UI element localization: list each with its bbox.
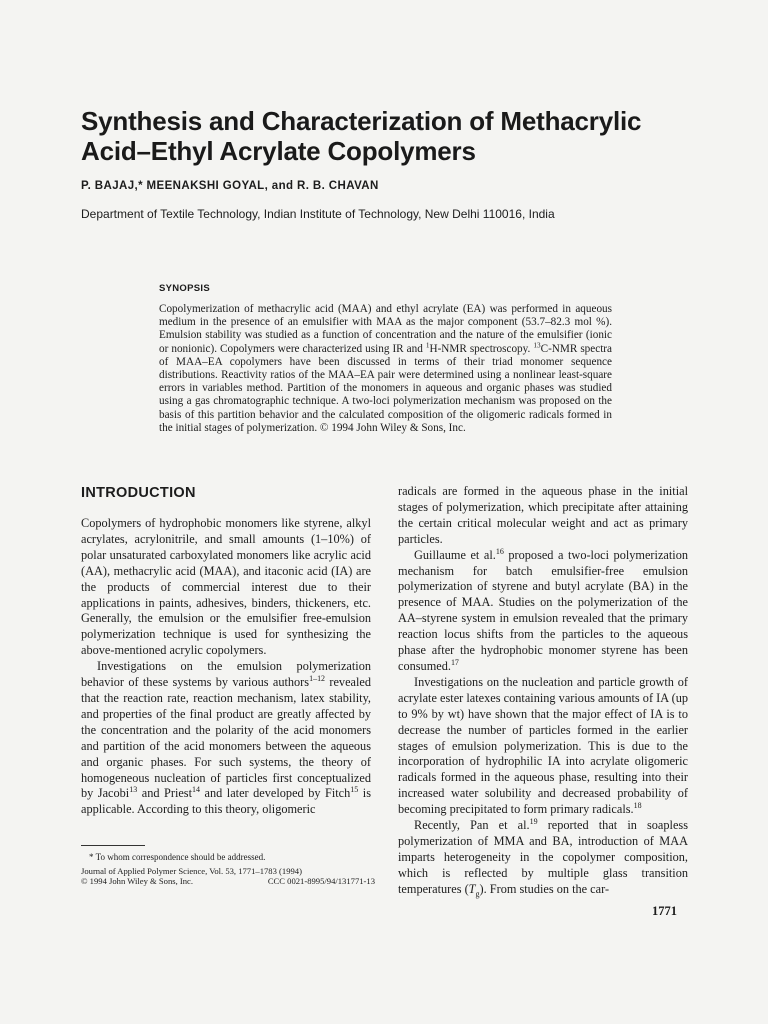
author-affiliation: Department of Textile Technology, Indian Institute of Technology, New Delhi 110016, India <box>81 207 555 221</box>
intro-paragraph-6: Recently, Pan et al.$^{19}$ reported that in soapless polymerization of MMA and BA, introduction of MAA imparts heterogeneity in the copolymer composition, which is reflected by multiple glass transition temperatures $(T_g)$. From studies on the car- <box>398 816 688 899</box>
intro-paragraph-2: Investigations on the emulsion polymerization behavior of these systems by various authors$^{1-12}$ revealed that the reaction rate, reaction mechanism, latex stability, and properties of the final product are greatly affected by the concentration and the polarity of the acid monomers and partition of the acid monomers between the aqueous and organic phases. For such systems, the theory of homogeneous nucleation of particles first conceptualized by Jacobi$^{13}$ and Priest$^{14}$ and later developed by Fitch$^{15}$ is applicable. According to this theory, oligomeric <box>81 659 372 817</box>
journal-citation: Journal of Applied Polymer Science, Vol. 53, 1771–1783 (1994) <box>81 865 302 876</box>
correspondence-note: * To whom correspondence should be addressed. <box>89 852 266 862</box>
synopsis-heading: SYNOPSIS <box>159 283 210 294</box>
footnote <box>81 852 375 887</box>
ccc-code: CCC 0021-8995/94/131771-13 <box>267 876 375 886</box>
intro-paragraph-5: Investigations on the nucleation and particle growth of acrylate ester latexes containing various amounts of IA (up to 9% by wt) have shown that the major effect of IA is to decrease the number of particles formed in the earlier stages of emulsion polymerization. This is due to the incorporation of hydrophilic IA into acrylate oligomeric radicals formed in the aqueous phase, resulting into their increased water solubility and decreased probability of becoming precipitated to form primary radicals.$^{18}$ <box>398 674 688 817</box>
intro-paragraph-1: Copolymers of hydrophobic monomers like styrene, alkyl acrylates, acrylonitrile, and small amounts (1–10%) of polar unsaturated carboxylated monomers like acrylic acid (AA), methacrylic acid (MAA), and itaconic acid (IA) are the products of commercial interest due to their applications in paints, adhesives, binders, thickeners, etc. Generally, the emulsion or the emulsifier free-emulsion polymerization technique is used for synthesizing the above-mentioned acrylic copolymers. <box>81 516 371 658</box>
author-list: P. BAJAJ,* MEENAKSHI GOYAL, and R. B. CHAVAN <box>81 180 379 192</box>
copyright-line <box>81 876 375 887</box>
paper-title: Synthesis and Characterization of Methacrylic Acid–Ethyl Acrylate Copolymers <box>81 106 642 166</box>
introduction-heading: INTRODUCTION <box>81 485 196 501</box>
copyright-text: © 1994 John Wiley & Sons, Inc. <box>81 876 194 886</box>
synopsis-paragraph: Copolymerization of methacrylic acid (MAA) and ethyl acrylate (EA) was performed in aqueous medium in the presence of an emulsifier with MAA as the major component (53.7–82.3 mol %). Emulsion stability was studied as a function of concentration and the nature of the emulsifier (ionic or nonionic). Copolymers were characterized using IR and $^1$H-NMR spectroscopy. $^{13}$C-NMR spectra of MAA–EA copolymers have been discussed in terms of their triad monomer sequence distributions. Reactivity ratios of the MAA–EA pair were determined using a nonlinear least-square errors in variables method. Partition of the monomers in aqueous and organic phases was studied using a gas chromatographic technique. A two-loci polymerization mechanism was proposed on the basis of this partition behavior and the calculated composition of the oligomeric radicals formed in the initial stages of polymerization. © 1994 John Wiley & Sons, Inc. <box>159 303 612 434</box>
footnote-divider <box>81 845 145 846</box>
intro-paragraph-4: Guillaume et al.$^{16}$ proposed a two-loci polymerization mechanism for batch emulsifier-free emulsion polymerization of styrene and butyl acrylate (BA) in the presence of MAA. Studies on the polymerization of the AA–styrene system in emulsion revealed that the primary reaction locus shifts from the particles to the aqueous phase after the hydrophobic monomer styrene has been consumed.$^{17}$ <box>398 546 688 673</box>
intro-paragraph-3: radicals are formed in the aqueous phase in the initial stages of polymerization, which precipitate after attaining the certain critical molecular weight and act as primary particles. <box>398 484 688 546</box>
synopsis-abstract <box>159 303 612 435</box>
left-column <box>81 516 371 818</box>
right-column <box>398 484 688 898</box>
page-number: 1771 <box>652 904 677 918</box>
